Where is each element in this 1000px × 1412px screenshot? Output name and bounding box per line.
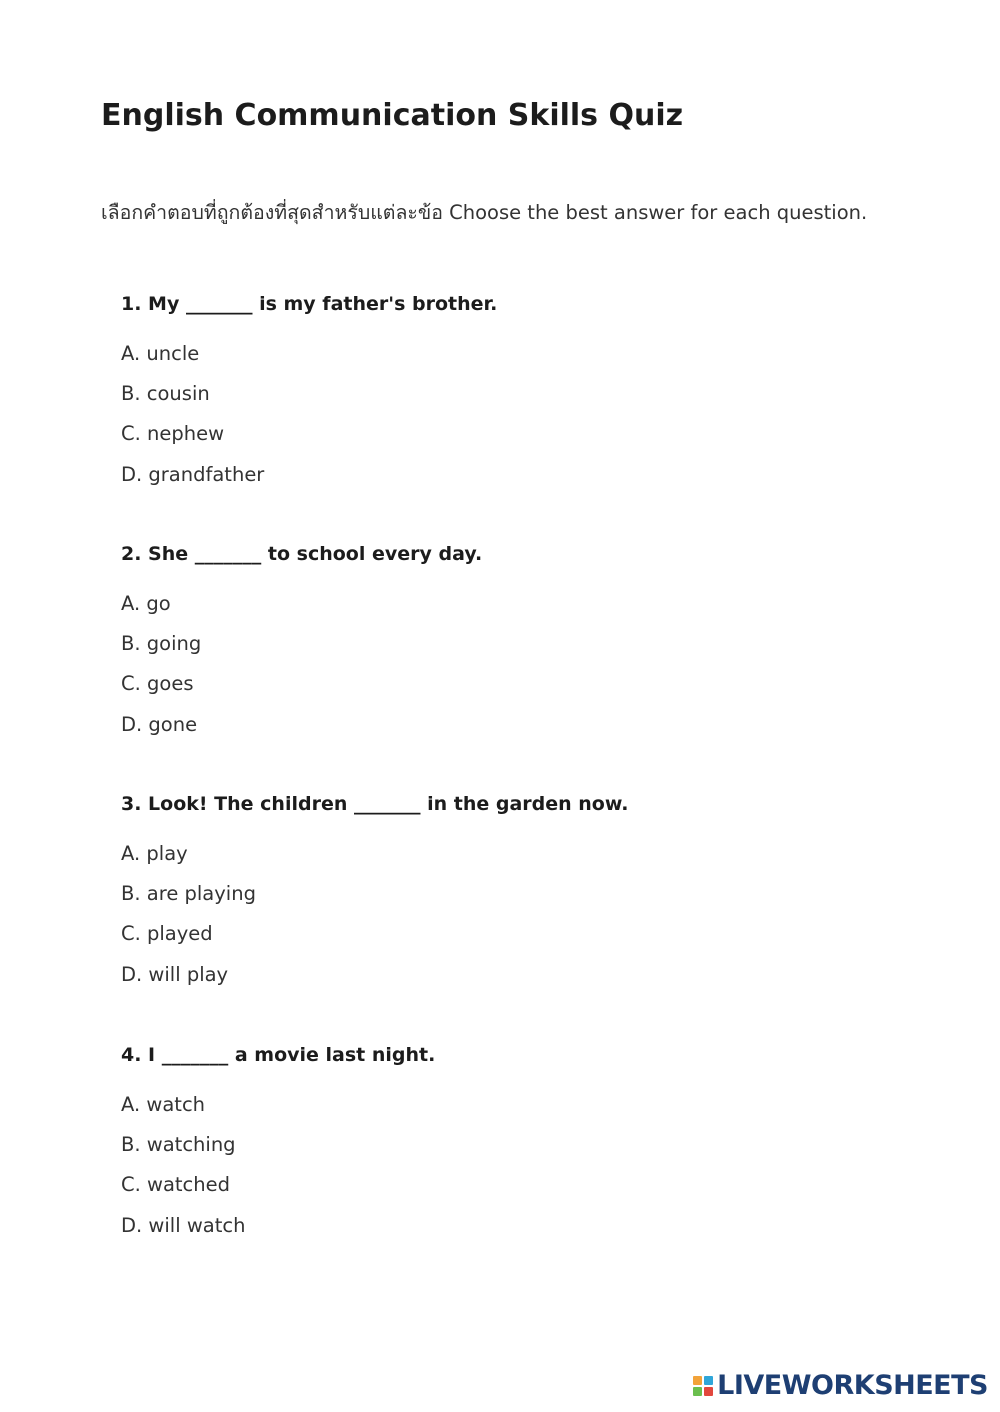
question-text: 3. Look! The children _______ in the garden now. [121, 793, 629, 815]
liveworksheets-logo-icon [693, 1376, 713, 1396]
question-text: 2. She _______ to school every day. [121, 543, 483, 565]
question-3 [121, 792, 941, 1003]
answer-option[interactable]: B. watching [121, 1133, 236, 1157]
question-2 [121, 542, 941, 753]
answer-option[interactable]: A. play [121, 842, 188, 865]
answer-option[interactable]: C. goes [121, 672, 194, 696]
answer-option[interactable]: B. going [121, 632, 202, 656]
answer-option[interactable]: D. will watch [121, 1213, 246, 1237]
question-4 [121, 1043, 941, 1254]
question-1 [121, 292, 941, 503]
answer-option[interactable]: D. will play [121, 962, 229, 986]
answer-option[interactable]: C. watched [121, 1173, 231, 1197]
question-text: 1. My _______ is my father's brother. [121, 293, 498, 315]
liveworksheets-logo [693, 1372, 988, 1400]
logo-text: LIVEWORKSHEETS [717, 1370, 988, 1401]
answer-option[interactable]: A. watch [121, 1093, 206, 1116]
answer-option[interactable]: B. cousin [121, 382, 210, 406]
answer-option[interactable]: C. played [121, 922, 213, 946]
logo-tile [704, 1387, 713, 1396]
question-text: 4. I _______ a movie last night. [121, 1044, 436, 1066]
answer-option[interactable]: D. gone [121, 712, 198, 736]
logo-tile [693, 1376, 702, 1385]
answer-option[interactable]: D. grandfather [121, 462, 265, 486]
answer-option[interactable]: A. go [121, 592, 171, 615]
instructions-text: เลือกคำตอบที่ถูกต้องที่สุดสำหรับแต่ละข้อ Choose the best answer for each question. [101, 201, 868, 224]
answer-option[interactable]: A. uncle [121, 342, 200, 365]
logo-tile [693, 1387, 702, 1396]
answer-option[interactable]: B. are playing [121, 882, 256, 906]
answer-option[interactable]: C. nephew [121, 422, 225, 446]
logo-tile [704, 1376, 713, 1385]
page-title: English Communication Skills Quiz [101, 98, 684, 133]
